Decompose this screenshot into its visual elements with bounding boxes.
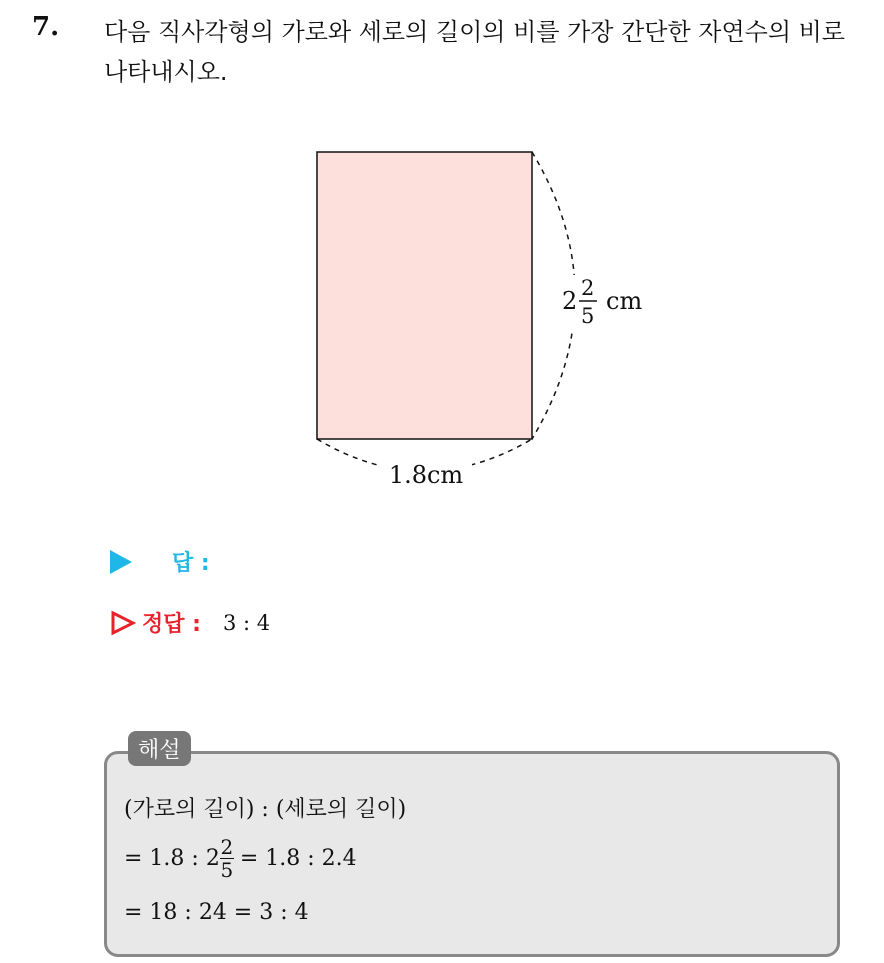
solution-line-2 [124,836,357,881]
correct-answer-row [110,607,270,638]
solution-fraction-numerator: 2 [220,835,234,859]
height-whole: 2 [562,287,578,315]
solution-fraction [220,836,234,881]
solution-line-2-prefix: = 1.8 : 2 [124,846,220,871]
rectangle [317,152,532,439]
height-numerator: 2 [581,276,595,300]
outline-triangle-icon [110,610,136,636]
solution-line-1: (가로의 길이) : (세로의 길이) [124,797,407,822]
question-text: 다음 직사각형의 가로와 세로의 길이의 비를 가장 간단한 자연수의 비로 나타내시오. [104,18,845,86]
answer-label: 답 : [172,551,210,576]
correct-answer-value: 3 : 4 [222,610,271,635]
question-number: 7. [32,12,60,42]
solution-tag: 해설 [128,731,191,766]
play-triangle-icon [110,550,132,574]
solution-line-2-suffix: = 1.8 : 2.4 [239,846,357,871]
answer-row [110,546,210,577]
solution-fraction-denominator: 5 [220,858,234,882]
rectangle-figure [300,135,680,495]
solution-line-3: = 18 : 24 = 3 : 4 [124,900,309,925]
correct-answer-label: 정답 : [142,612,201,637]
height-unit: cm [606,287,643,315]
width-label: 1.8cm [388,461,464,489]
height-denominator: 5 [581,304,595,328]
